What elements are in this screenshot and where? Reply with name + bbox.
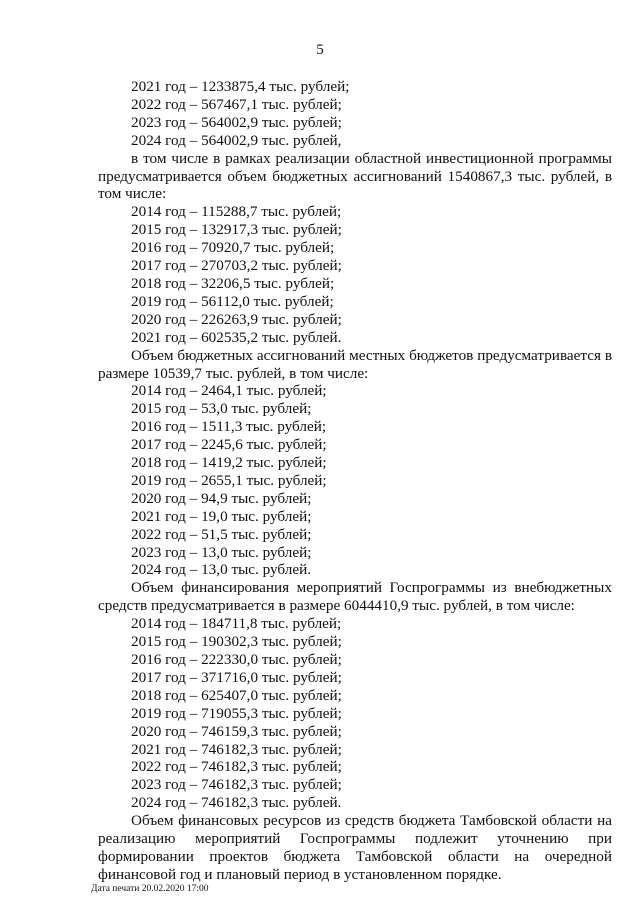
year-budget-line: 2017 год – 270703,2 тыс. рублей; — [131, 257, 342, 275]
year-budget-line: 2018 год – 32206,5 тыс. рублей; — [131, 274, 335, 292]
year-budget-line: 2015 год – 53,0 тыс. рублей; — [131, 400, 312, 418]
year-list-local — [98, 382, 612, 579]
year-budget-line: 2021 год – 746182,3 тыс. рублей; — [131, 740, 342, 758]
year-budget-line: 2014 год – 115288,7 тыс. рублей; — [131, 203, 342, 221]
year-budget-line: 2018 год – 625407,0 тыс. рублей; — [131, 686, 342, 704]
year-budget-line: 2021 год – 19,0 тыс. рублей; — [131, 507, 312, 525]
year-budget-line: 2020 год – 226263,9 тыс. рублей; — [131, 310, 342, 328]
year-budget-line: 2017 год – 2245,6 тыс. рублей; — [131, 436, 327, 454]
year-budget-line: 2019 год – 719055,3 тыс. рублей; — [131, 704, 342, 722]
year-budget-line: 2024 год – 13,0 тыс. рублей. — [131, 561, 312, 579]
year-budget-line: 2020 год – 94,9 тыс. рублей; — [131, 489, 312, 507]
year-budget-line: 2014 год – 184711,8 тыс. рублей; — [131, 615, 342, 633]
year-budget-line: 2020 год – 746159,3 тыс. рублей; — [131, 722, 342, 740]
year-list-totals — [98, 78, 612, 150]
year-budget-line: 2016 год – 70920,7 тыс. рублей; — [131, 239, 335, 257]
year-budget-line: 2016 год – 1511,3 тыс. рублей; — [131, 418, 327, 436]
year-budget-line: 2023 год – 13,0 тыс. рублей; — [131, 543, 312, 561]
year-budget-line: 2024 год – 746182,3 тыс. рублей. — [131, 794, 342, 812]
year-budget-line: 2016 год – 222330,0 тыс. рублей; — [131, 651, 342, 668]
paragraph-local-budgets: Объем бюджетных ассигнований местных бюджетов предусматривается в размере 10539,7 тыс. рублей, в том числе: — [98, 346, 612, 382]
print-date-footer: Дата печати 20.02.2020 17:00 — [91, 884, 209, 894]
document-body — [98, 78, 612, 884]
year-budget-line: 2017 год – 371716,0 тыс. рублей; — [131, 668, 342, 686]
year-budget-line: 2023 год – 564002,9 тыс. рублей; — [131, 113, 342, 131]
paragraph-investment-program: в том числе в рамках реализации областной инвестиционной программы предусматривается объем бюджетных ассигнований 1540867,3 тыс. рублей, в том числе: — [98, 149, 612, 203]
year-budget-line: 2022 год – 746182,3 тыс. рублей; — [131, 758, 342, 776]
year-list-extra-budgetary — [98, 615, 612, 812]
year-list-investment — [98, 203, 612, 346]
year-budget-line: 2018 год – 1419,2 тыс. рублей; — [131, 454, 327, 472]
year-budget-line: 2014 год – 2464,1 тыс. рублей; — [131, 382, 327, 400]
paragraph-extra-budgetary: Объем финансирования мероприятий Госпрограммы из внебюджетных средств предусматривается в размере 6044410,9 тыс. рублей, в том числе: — [98, 579, 612, 615]
paragraph-final-note: Объем финансовых ресурсов из средств бюджета Тамбовской области на реализацию мероприятий Госпрограммы подлежит уточнению при формировании проектов бюджета Тамбовской области на очередной финансовой год и плановый период в установленном порядке. — [98, 812, 612, 883]
year-budget-line: 2023 год – 746182,3 тыс. рублей; — [131, 776, 342, 794]
year-budget-line: 2015 год – 132917,3 тыс. рублей; — [131, 221, 342, 239]
year-budget-line: 2022 год – 51,5 тыс. рублей; — [131, 525, 312, 543]
page-number: 5 — [316, 42, 324, 58]
year-budget-line: 2022 год – 567467,1 тыс. рублей; — [131, 95, 342, 113]
year-budget-line: 2019 год – 56112,0 тыс. рублей; — [131, 292, 334, 310]
year-budget-line: 2021 год – 1233875,4 тыс. рублей; — [131, 78, 350, 95]
year-budget-line: 2024 год – 564002,9 тыс. рублей, — [131, 131, 342, 149]
year-budget-line: 2015 год – 190302,3 тыс. рублей; — [131, 633, 342, 651]
year-budget-line: 2021 год – 602535,2 тыс. рублей. — [131, 328, 342, 346]
year-budget-line: 2019 год – 2655,1 тыс. рублей; — [131, 471, 327, 489]
